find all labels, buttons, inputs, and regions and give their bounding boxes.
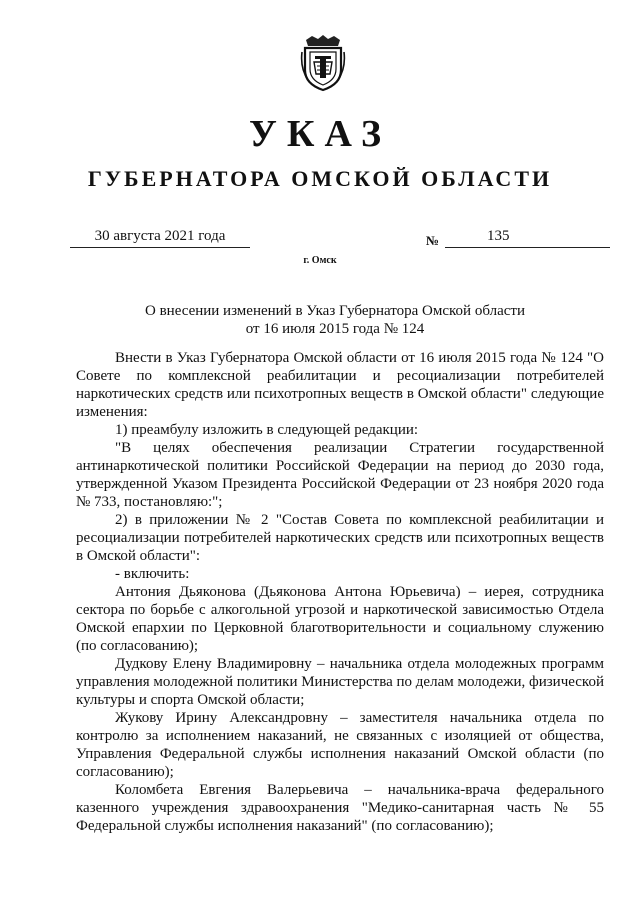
paragraph: Внести в Указ Губернатора Омской области от 16 июля 2015 года № 124 "О Совете по комплексной реабилитации и ресоциализации потребителей наркотических средств или психотропных веществ в Омской области" следующие изменения: <box>76 350 604 420</box>
coat-of-arms-emblem <box>300 32 346 92</box>
paragraph: Антония Дьяконова (Дьяконова Антона Юрьевича) – иерея, сотрудника сектора по борьбе с алкогольной угрозой и наркотической зависимостью Отдела Омской епархии по Церковной благотворительности и социальному служению (по согласованию); <box>76 584 604 654</box>
heading-line-1: О внесении изменений в Указ Губернатора Омской области <box>145 303 525 319</box>
heading-line-2: от 16 июля 2015 года № 124 <box>245 321 425 337</box>
paragraph: Коломбета Евгения Валерьевича – начальника-врача федерального казенного учреждения здравоохранения "Медико-санитарная часть № 55 Федеральной службы исполнения наказаний" (по согласованию); <box>76 782 604 834</box>
paragraph: - включить: <box>115 566 190 582</box>
document-title: УКАЗ <box>249 113 391 155</box>
number-sign: № <box>426 233 440 248</box>
document-date: 30 августа 2021 года <box>70 227 250 248</box>
document-body <box>76 349 604 835</box>
paragraph: Дудкову Елену Владимировну – начальника отдела молодежных программ управления молодежной политики Министерства по делам молодежи, физической культуры и спорта Омской области; <box>76 656 604 708</box>
paragraph: "В целях обеспечения реализации Стратегии государственной антинаркотической политики Российской Федерации на период до 2030 года, утвержденной Указом Президента Российской Федерации от 23 ноября 2020 года № 733, постановляю:"; <box>76 440 604 510</box>
paragraph: Жукову Ирину Александровну – заместителя начальника отдела по контролю за исполнением наказаний, не связанных с изоляцией от общества, Управления Федеральной службы исполнения наказаний Омской области (по согласованию); <box>76 710 604 780</box>
paragraph: 1) преамбулу изложить в следующей редакции: <box>115 422 419 438</box>
document-number: 135 <box>445 227 610 248</box>
paragraph: 2) в приложении № 2 "Состав Совета по комплексной реабилитации и ресоциализации потребителей наркотических средств или психотропных веществ в Омской области": <box>76 512 604 564</box>
document-subtitle: ГУБЕРНАТОРА ОМСКОЙ ОБЛАСТИ <box>87 166 553 191</box>
document-heading <box>80 302 590 338</box>
document-city: г. Омск <box>303 255 337 266</box>
